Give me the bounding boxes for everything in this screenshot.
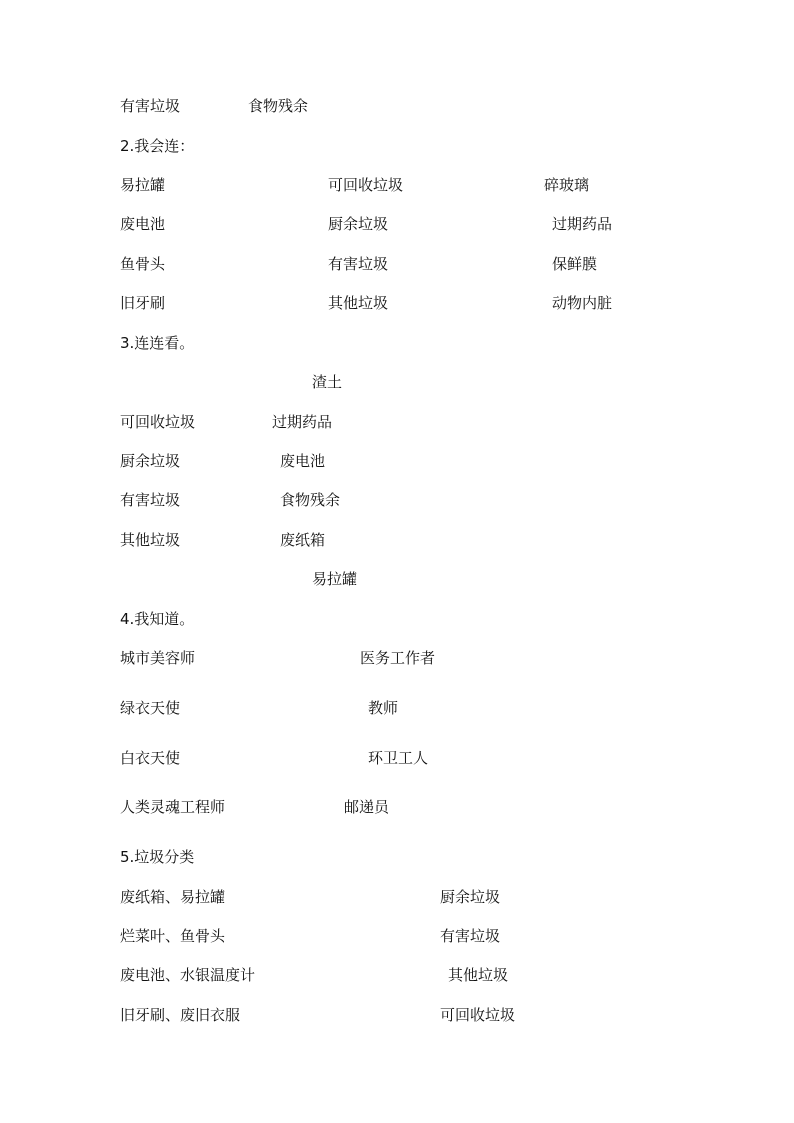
q2-row3-left: 鱼骨头 [120,255,166,273]
q3-heading: 3.连连看。 [120,334,195,352]
q3-row3-left: 有害垃圾 [120,491,181,509]
q2-row1-left: 易拉罐 [120,176,166,194]
q2-row1-middle: 可回收垃圾 [328,176,404,194]
q2-heading: 2.我会连： [120,137,195,155]
q2-row4-right: 动物内脏 [552,294,613,312]
q3-row1-left: 可回收垃圾 [120,413,196,431]
q3-row4-left: 其他垃圾 [120,531,181,549]
q3-row1-right: 过期药品 [272,413,333,431]
q4-row1-right: 医务工作者 [360,649,436,667]
q5-row3-right: 其他垃圾 [448,966,509,984]
q4-row4-right: 邮递员 [344,798,390,816]
q4-row2-left: 绿衣天使 [120,699,181,717]
q3-row4-right: 废纸箱 [280,531,326,549]
q3-top-item: 渣土 [312,373,343,391]
q5-row1-left: 废纸箱、易拉罐 [120,888,226,906]
q3-row3-right: 食物残余 [280,491,341,509]
q2-row2-left: 废电池 [120,215,166,233]
q2-row2-middle: 厨余垃圾 [328,215,389,233]
q4-row3-left: 白衣天使 [120,749,181,767]
q5-row1-right: 厨余垃圾 [440,888,501,906]
q3-bottom-item: 易拉罐 [312,570,358,588]
q3-row2-right: 废电池 [280,452,326,470]
q5-row2-right: 有害垃圾 [440,927,501,945]
q2-row3-middle: 有害垃圾 [328,255,389,273]
q5-heading: 5.垃圾分类 [120,848,195,866]
q5-row4-right: 可回收垃圾 [440,1006,516,1024]
q4-row4-left: 人类灵魂工程师 [120,798,226,816]
top-row-left: 有害垃圾 [120,97,181,115]
q5-row3-left: 废电池、水银温度计 [120,966,256,984]
q4-row1-left: 城市美容师 [120,649,196,667]
q2-row2-right: 过期药品 [552,215,613,233]
q5-row4-left: 旧牙刷、废旧衣服 [120,1006,241,1024]
q4-row2-right: 教师 [368,699,399,717]
q5-row2-left: 烂菜叶、鱼骨头 [120,927,226,945]
q2-row3-right: 保鲜膜 [552,255,598,273]
q2-row1-right: 碎玻璃 [544,176,590,194]
q4-heading: 4.我知道。 [120,610,195,628]
q2-row4-left: 旧牙刷 [120,294,166,312]
q3-row2-left: 厨余垃圾 [120,452,181,470]
q2-row4-middle: 其他垃圾 [328,294,389,312]
top-row-right: 食物残余 [248,97,309,115]
q4-row3-right: 环卫工人 [368,749,429,767]
